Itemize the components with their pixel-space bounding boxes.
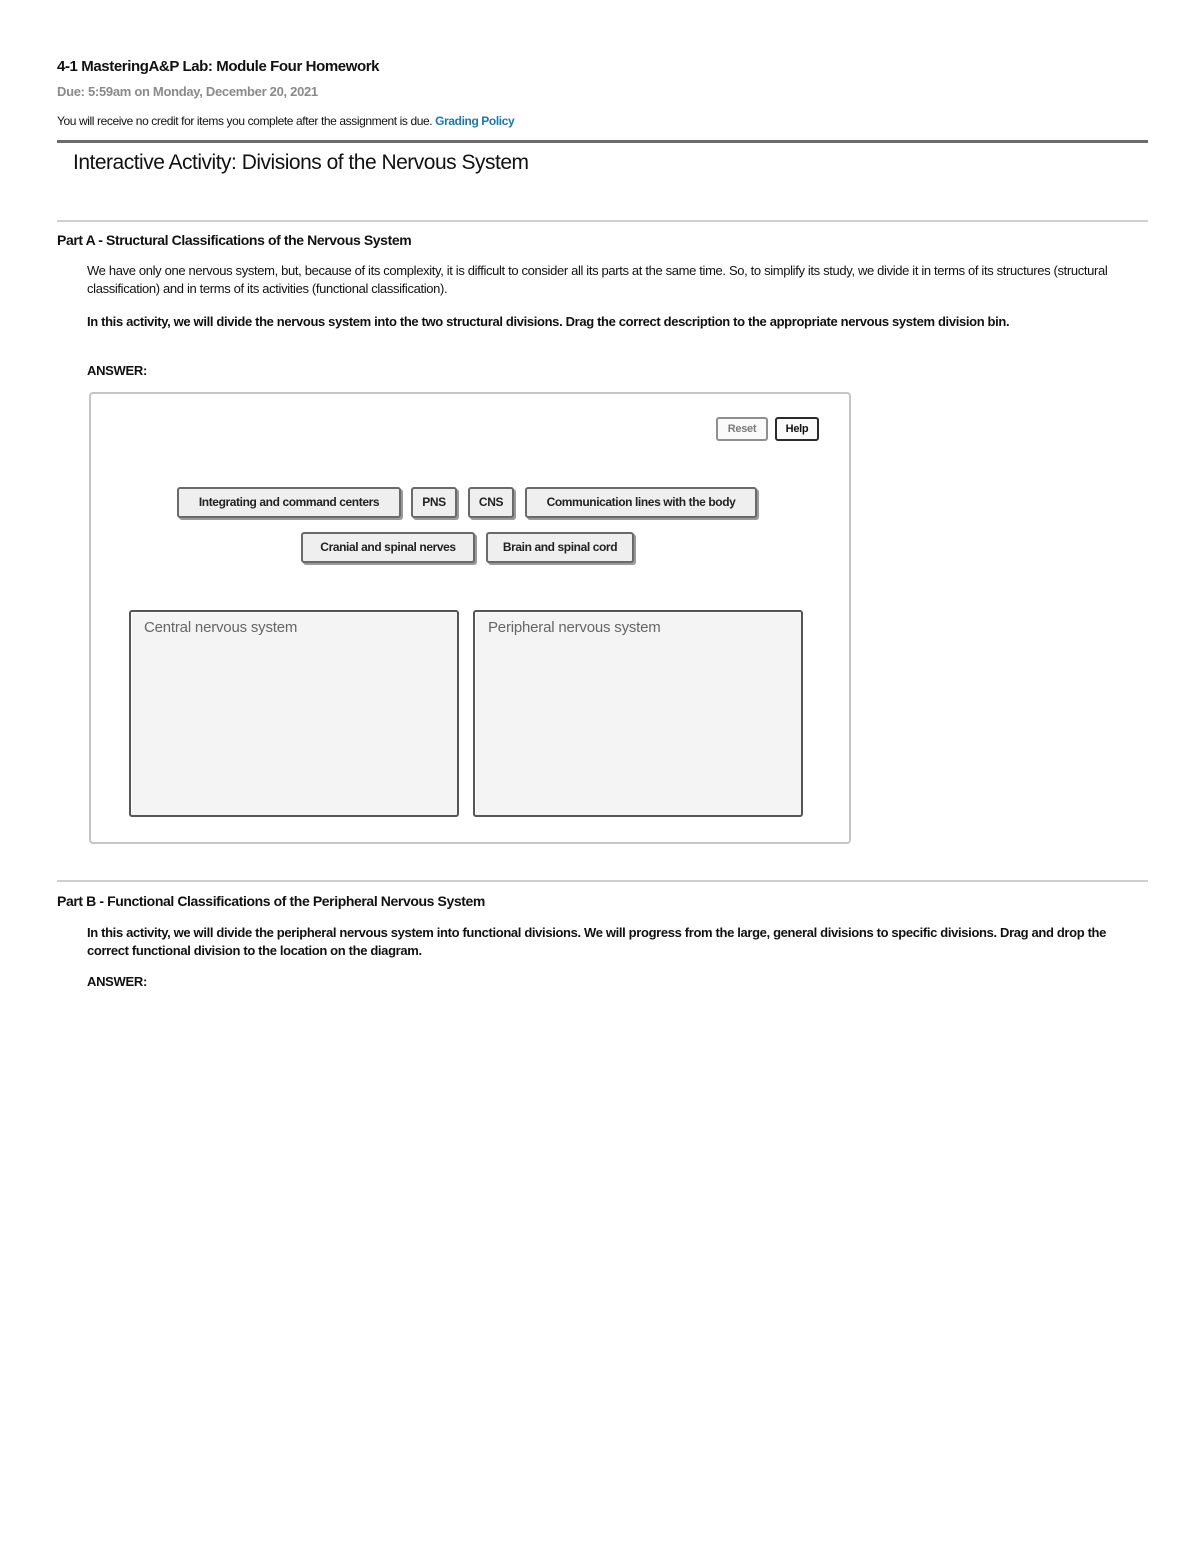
bin-peripheral-nervous-system[interactable] bbox=[473, 610, 803, 817]
help-button[interactable]: Help bbox=[775, 417, 819, 441]
due-date: Due: 5:59am on Monday, December 20, 2021 bbox=[57, 84, 318, 99]
chip-brain-spinal-cord[interactable]: Brain and spinal cord bbox=[486, 532, 634, 563]
part-a-title: Part A - Structural Classifications of the Nervous System bbox=[57, 232, 412, 248]
late-notice bbox=[57, 114, 514, 128]
assignment-title: 4-1 MasteringA&P Lab: Module Four Homework bbox=[57, 58, 380, 75]
reset-button[interactable]: Reset bbox=[716, 417, 768, 441]
drag-drop-activity bbox=[89, 392, 851, 844]
bin-label-pns: Peripheral nervous system bbox=[488, 619, 661, 636]
part-a-instruction: In this activity, we will divide the nervous system into the two structural divisions. Drag the correct description to the appropriate nervous system division bin. bbox=[87, 314, 1010, 329]
part-b-instruction: In this activity, we will divide the peripheral nervous system into functional divisions. We will progress from the large, general divisions to specific divisions. Drag and drop the correct functional division to the location on the diagram. bbox=[87, 925, 1107, 958]
bin-label-cns: Central nervous system bbox=[144, 619, 298, 636]
part-a-intro: We have only one nervous system, but, because of its complexity, it is difficult to consider all its parts at the same time. So, to simplify its study, we divide it in terms of its structures (structural classification) and in terms of its activities (functional classification). bbox=[87, 263, 1108, 296]
part-a-answer-label: ANSWER: bbox=[87, 363, 148, 378]
header-divider bbox=[57, 140, 1148, 143]
late-notice-text: You will receive no credit for items you complete after the assignment is due. bbox=[57, 114, 433, 128]
chip-integrating-centers[interactable]: Integrating and command centers bbox=[177, 487, 401, 518]
bin-central-nervous-system[interactable] bbox=[129, 610, 459, 817]
chip-communication-lines[interactable]: Communication lines with the body bbox=[525, 487, 757, 518]
part-b-title: Part B - Functional Classifications of the Peripheral Nervous System bbox=[57, 893, 485, 909]
part-b-answer-label: ANSWER: bbox=[87, 974, 148, 989]
part-b-divider bbox=[57, 880, 1148, 882]
chip-cranial-spinal-nerves[interactable]: Cranial and spinal nerves bbox=[301, 532, 475, 563]
part-a-divider bbox=[57, 220, 1148, 222]
grading-policy-link[interactable]: Grading Policy bbox=[435, 114, 515, 128]
activity-title: Interactive Activity: Divisions of the Nervous System bbox=[73, 151, 529, 174]
chip-pns[interactable]: PNS bbox=[411, 487, 457, 518]
chip-cns[interactable]: CNS bbox=[468, 487, 514, 518]
